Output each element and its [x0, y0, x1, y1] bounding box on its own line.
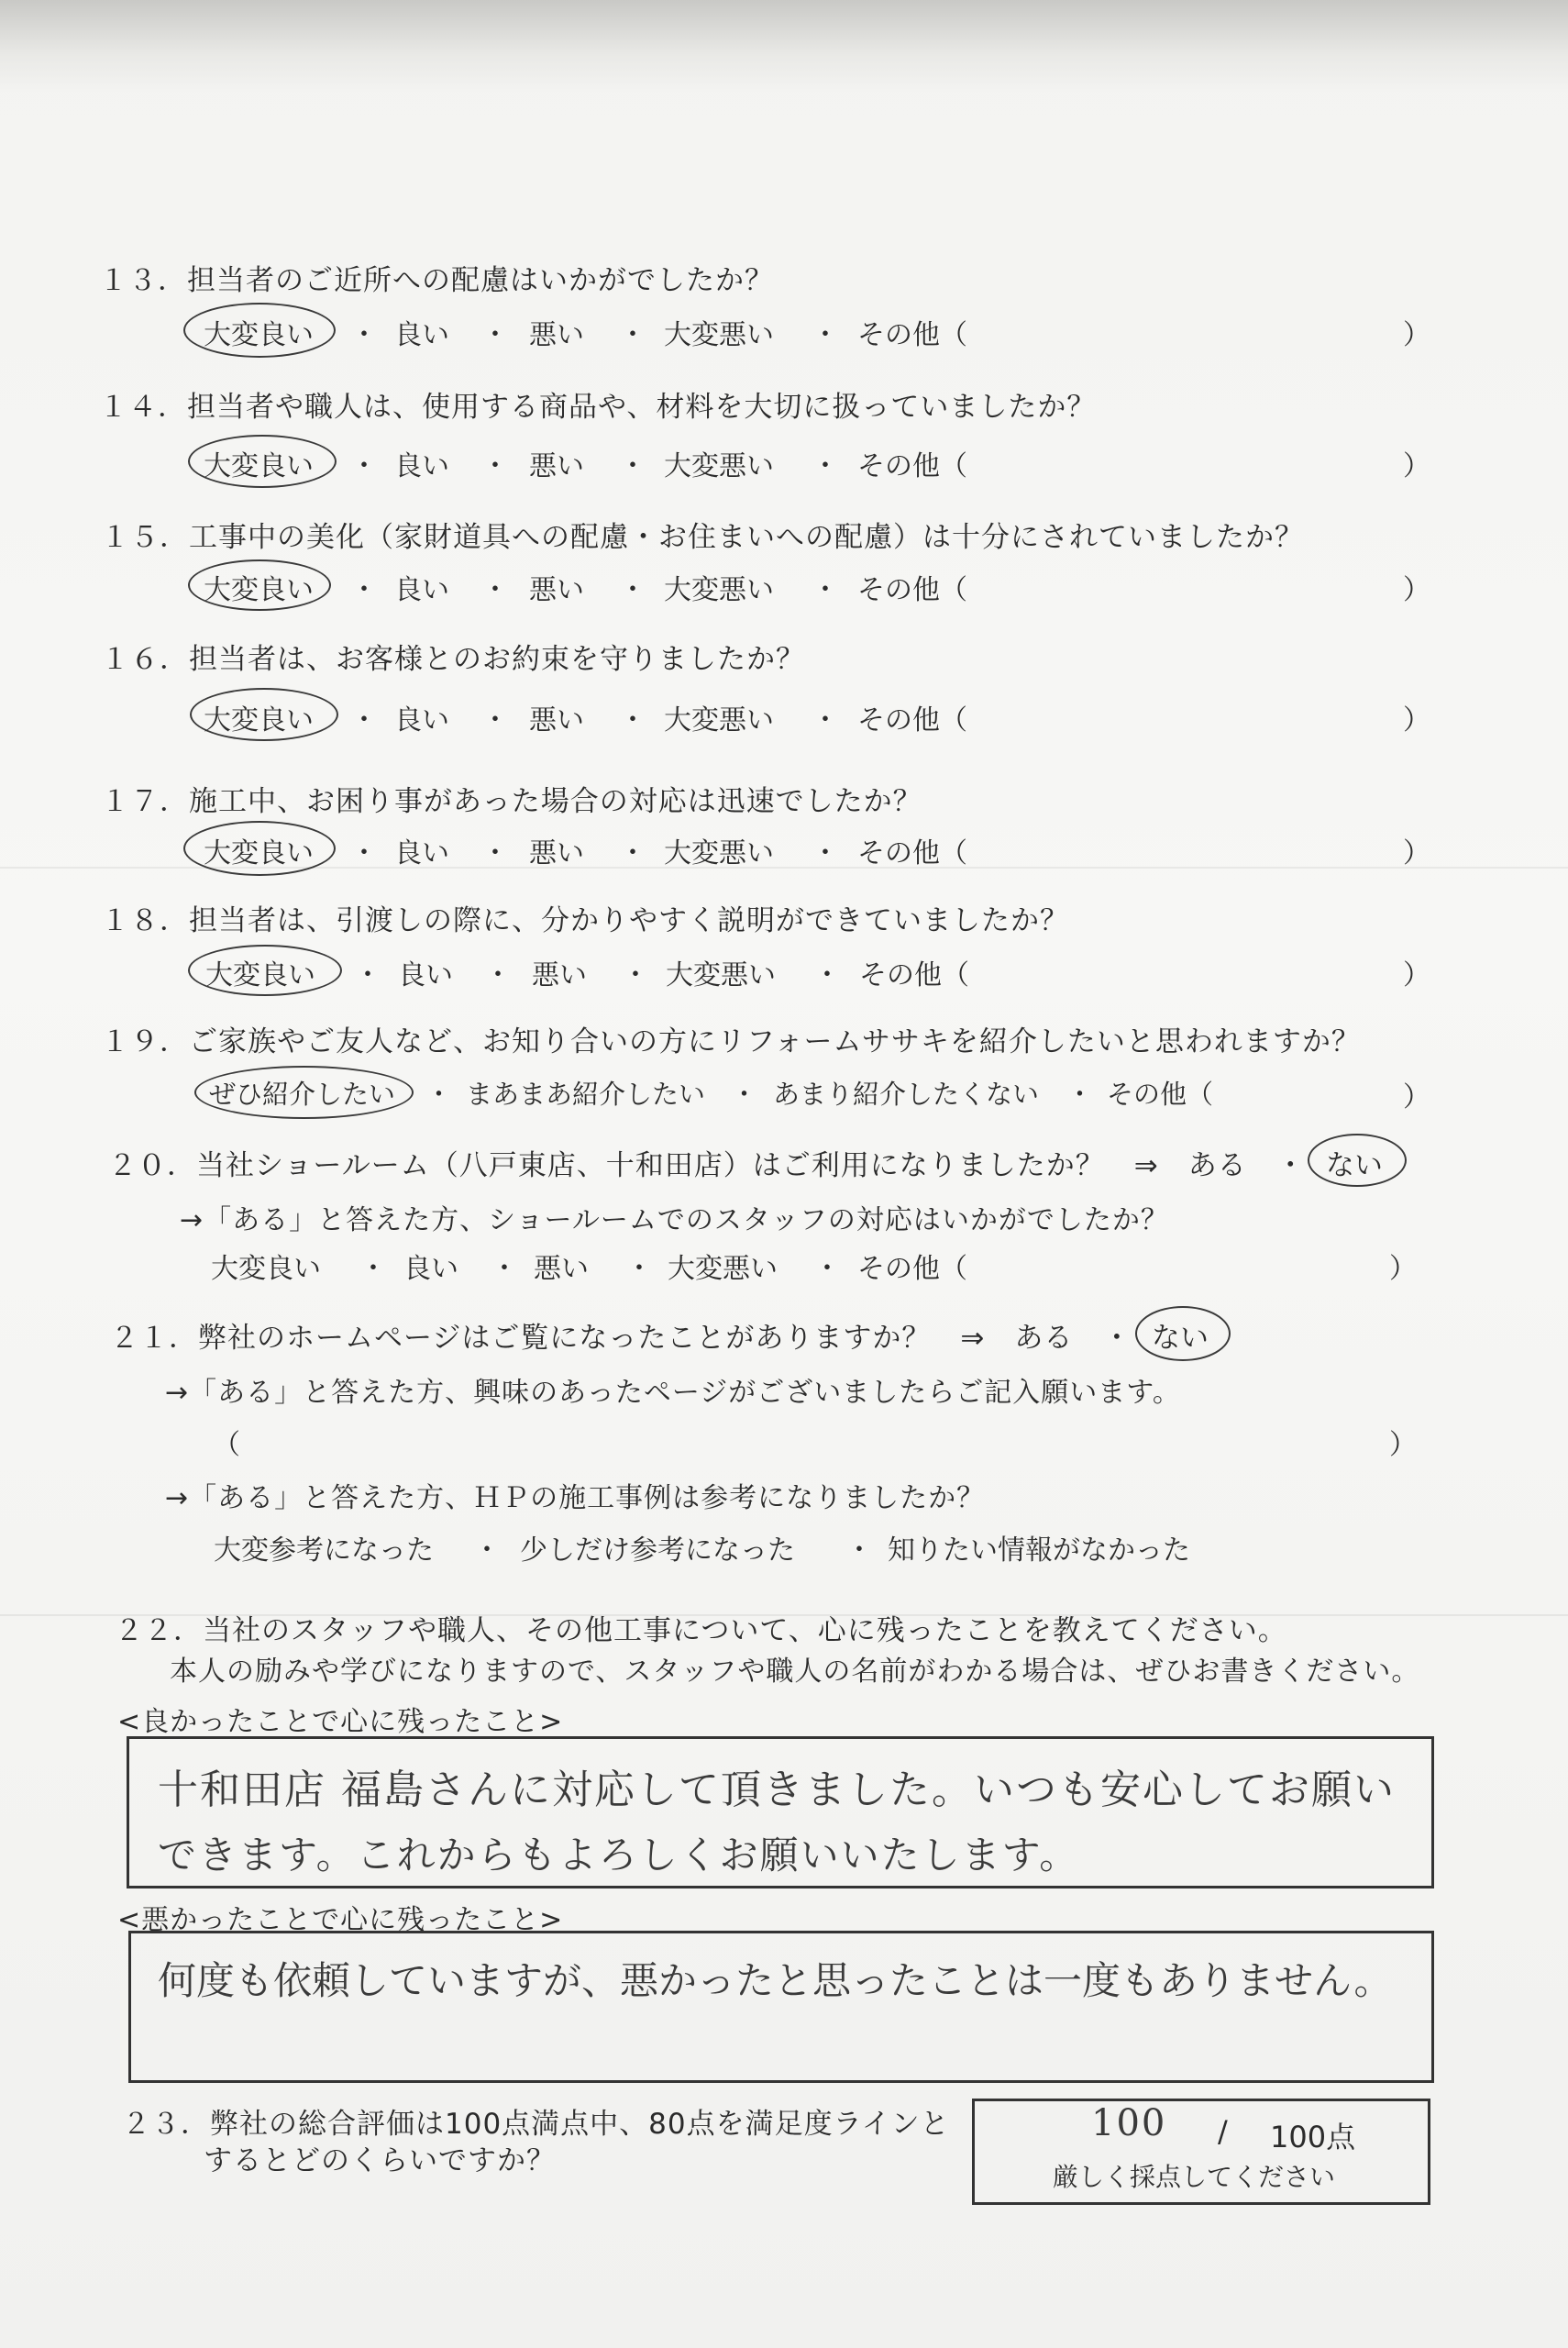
q14-option-bad[interactable]: 悪い [529, 450, 584, 482]
q19-option-other[interactable]: その他（ [1107, 1079, 1214, 1110]
q20-option-good[interactable]: 良い [403, 1253, 458, 1285]
separator-dot: ・ [354, 959, 381, 991]
open-paren: （ [213, 1429, 240, 1461]
q20-option-very-good[interactable]: 大変良い [211, 1253, 321, 1285]
q20-option-no[interactable]: ない [1326, 1149, 1383, 1182]
separator-dot: ・ [812, 574, 839, 606]
q20-subquestion: →「ある」と答えた方、ショールームでのスタッフの対応はいかがでしたか？ [180, 1204, 1169, 1236]
q18-option-other[interactable]: その他（ [859, 959, 969, 991]
separator-dot: ・ [625, 1253, 653, 1285]
score-note: 厳しく採点してください [1053, 2162, 1336, 2192]
separator-dot: ・ [812, 319, 839, 351]
separator-dot: ・ [813, 959, 841, 991]
q14-option-other[interactable]: その他（ [857, 450, 967, 482]
q19-option-not-much[interactable]: あまり紹介したくない [773, 1079, 1040, 1110]
separator-dot: ・ [481, 450, 509, 482]
q17-option-good[interactable]: 良い [394, 837, 449, 869]
q21-option-no[interactable]: ない [1152, 1322, 1209, 1355]
q22-title: ２２．当社のスタッフや職人、その他工事について、心に残ったことを教えてください。 [115, 1614, 1287, 1647]
q20-option-very-bad[interactable]: 大変悪い [668, 1253, 778, 1285]
q23-title: ２３．弊社の総合評価は100点満点中、80点を満足度ラインと [122, 2108, 950, 2141]
q15-option-very-bad[interactable]: 大変悪い [664, 574, 774, 606]
separator-dot: ・ [619, 450, 646, 482]
q13-option-bad[interactable]: 悪い [529, 319, 584, 351]
q13-option-other[interactable]: その他（ [857, 319, 967, 351]
score-max: 100点 [1270, 2120, 1356, 2154]
q14-title: １４．担当者や職人は、使用する商品や、材料を大切に扱っていましたか？ [99, 391, 1097, 424]
separator-dot: ・ [473, 1534, 501, 1567]
q22-instruction: 本人の励みや学びになりますので、スタッフや職人の名前がわかる場合は、ぜひお書きください。 [170, 1656, 1420, 1688]
top-shadow [0, 0, 1568, 92]
q20-title: ２０．当社ショールーム（八戸東店、十和田店）はご利用になりましたか？ ⇒ ある ・ [108, 1149, 1306, 1182]
separator-dot: ・ [731, 1079, 758, 1110]
q13-option-good[interactable]: 良い [394, 319, 449, 351]
q17-option-very-good[interactable]: 大変良い [204, 837, 314, 869]
q15-option-good[interactable]: 良い [394, 574, 449, 606]
separator-dot: ・ [481, 837, 509, 869]
q21-option-not-found[interactable]: 知りたい情報がなかった [888, 1534, 1190, 1567]
q21-option-little-helpful[interactable]: 少しだけ参考になった [520, 1534, 795, 1567]
q18-option-very-good[interactable]: 大変良い [205, 959, 315, 991]
q17-title: １７．施工中、お困り事があった場合の対応は迅速でしたか？ [101, 785, 922, 818]
score-value: 100 [1091, 2102, 1167, 2144]
q17-option-bad[interactable]: 悪い [529, 837, 584, 869]
q21-option-very-helpful[interactable]: 大変参考になった [214, 1534, 434, 1567]
separator-dot: ・ [491, 1253, 518, 1285]
separator-dot: ・ [845, 1534, 873, 1567]
q15-option-other[interactable]: その他（ [857, 574, 967, 606]
separator-dot: ・ [425, 1079, 453, 1110]
q14-option-very-good[interactable]: 大変良い [204, 450, 314, 482]
separator-dot: ・ [481, 574, 509, 606]
separator-dot: ・ [619, 319, 646, 351]
q15-option-very-good[interactable]: 大変良い [204, 574, 314, 606]
close-paren: ） [1403, 574, 1430, 606]
separator-dot: ・ [350, 574, 378, 606]
q18-option-very-bad[interactable]: 大変悪い [666, 959, 776, 991]
close-paren: ） [1403, 959, 1430, 991]
q21-subquestion-examples: →「ある」と答えた方、ＨＰの施工事例は参考になりましたか？ [165, 1482, 986, 1514]
separator-dot: ・ [1066, 1079, 1094, 1110]
good-comment-label: <良かったことで心に残ったこと> [117, 1706, 564, 1738]
q16-option-very-bad[interactable]: 大変悪い [664, 704, 774, 737]
q16-option-other[interactable]: その他（ [857, 704, 967, 737]
close-paren: ） [1403, 1081, 1430, 1113]
separator-dot: ・ [350, 704, 378, 737]
bad-comment-label: <悪かったことで心に残ったこと> [117, 1904, 564, 1936]
close-paren: ） [1389, 1429, 1417, 1461]
separator-dot: ・ [484, 959, 512, 991]
q19-option-definitely[interactable]: ぜひ紹介したい [209, 1079, 396, 1110]
separator-dot: ・ [481, 319, 509, 351]
close-paren: ） [1403, 704, 1430, 737]
separator-dot: ・ [812, 704, 839, 737]
q19-title: １９．ご家族やご友人など、お知り合いの方にリフォームササキを紹介したいと思われますか？ [101, 1025, 1361, 1058]
q18-option-bad[interactable]: 悪い [532, 959, 587, 991]
separator-dot: ・ [481, 704, 509, 737]
separator-dot: ・ [350, 837, 378, 869]
q18-title: １８．担当者は、引渡しの際に、分かりやすく説明ができていましたか？ [101, 904, 1069, 937]
q20-option-other[interactable]: その他（ [857, 1253, 967, 1285]
q16-option-very-good[interactable]: 大変良い [204, 704, 314, 737]
separator-dot: ・ [619, 837, 646, 869]
close-paren: ） [1389, 1253, 1417, 1285]
q13-title: １３．担当者のご近所への配慮はいかがでしたか？ [99, 264, 774, 297]
q13-option-very-bad[interactable]: 大変悪い [664, 319, 774, 351]
q13-option-very-good[interactable]: 大変良い [204, 319, 314, 351]
separator-dot: ・ [812, 837, 839, 869]
q14-option-very-bad[interactable]: 大変悪い [664, 450, 774, 482]
q21-title: ２１．弊社のホームページはご覧になったことがありますか？ ⇒ ある ・ [110, 1322, 1132, 1355]
close-paren: ） [1403, 319, 1430, 351]
close-paren: ） [1403, 450, 1430, 482]
good-comment-text-line2: できます。これからもよろしくお願いいたします。 [158, 1833, 1080, 1877]
q23-title-line2: するとどのくらいですか？ [204, 2144, 556, 2177]
separator-dot: ・ [813, 1253, 841, 1285]
separator-dot: ・ [619, 704, 646, 737]
q20-option-bad[interactable]: 悪い [534, 1253, 589, 1285]
q15-option-bad[interactable]: 悪い [529, 574, 584, 606]
q17-option-very-bad[interactable]: 大変悪い [664, 837, 774, 869]
q16-title: １６．担当者は、お客様とのお約束を守りましたか？ [101, 643, 805, 676]
separator-dot: ・ [619, 574, 646, 606]
q19-option-somewhat[interactable]: まあまあ紹介したい [466, 1079, 706, 1110]
q14-option-good[interactable]: 良い [394, 450, 449, 482]
separator-dot: ・ [350, 450, 378, 482]
q18-option-good[interactable]: 良い [398, 959, 453, 991]
separator-dot: ・ [350, 319, 378, 351]
q16-option-bad[interactable]: 悪い [529, 704, 584, 737]
separator-dot: ・ [812, 450, 839, 482]
q21-subquestion-pages: →「ある」と答えた方、興味のあったページがございましたらご記入願います。 [165, 1377, 1181, 1409]
q17-option-other[interactable]: その他（ [857, 837, 967, 869]
score-slash: / [1218, 2114, 1228, 2149]
close-paren: ） [1403, 837, 1430, 869]
q15-title: １５．工事中の美化（家財道具への配慮・お住まいへの配慮）は十分にされていましたか？ [101, 521, 1304, 554]
q16-option-good[interactable]: 良い [394, 704, 449, 737]
separator-dot: ・ [359, 1253, 387, 1285]
separator-dot: ・ [622, 959, 649, 991]
bad-comment-text: 何度も依頼していますが、悪かったと思ったことは一度もありません。 [158, 1958, 1393, 2003]
good-comment-text-line1: 十和田店 福島さんに対応して頂きました。いつも安心してお願い [158, 1767, 1396, 1813]
